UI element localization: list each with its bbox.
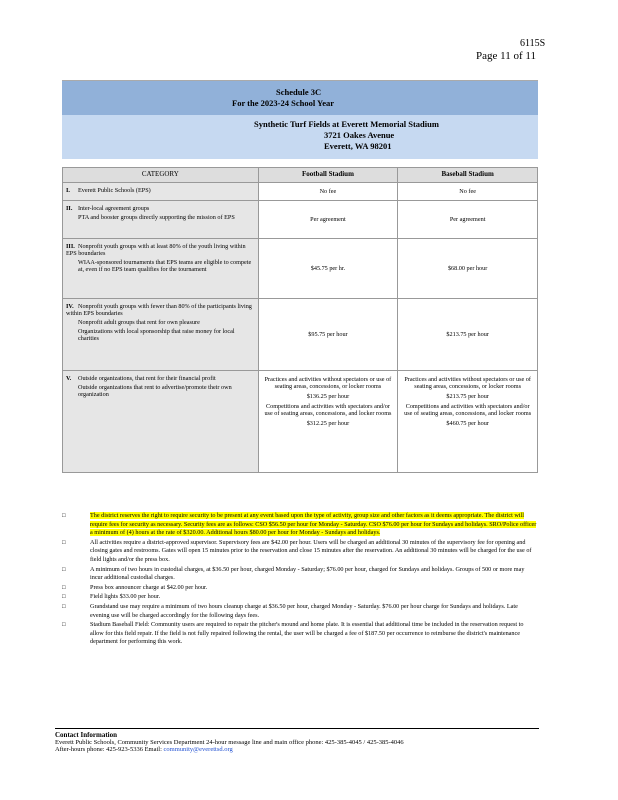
table-row	[63, 183, 538, 201]
baseball-fee-cell	[398, 201, 538, 239]
football-fee-text: Per agreement	[310, 216, 346, 223]
baseball-fee-cell	[398, 183, 538, 201]
baseball-fee-text: Practices and activities without spectators or use of seating areas, concessions, or locker rooms	[404, 376, 531, 390]
note-item	[62, 584, 538, 593]
note-text: Grandstand use may require a minimum of two hours cleanup charge at $36.50 per hour, charged Monday - Saturday. $76.00 per hour charge for Sundays and holidays. Late evening use will be charged accordingly for the following days fees.	[90, 602, 518, 619]
category-text	[66, 319, 255, 326]
note-text: Field lights $33.00 per hour.	[90, 593, 161, 601]
baseball-fee-cell	[398, 239, 538, 299]
col-header-football: Football Stadium	[258, 168, 398, 183]
table-row	[63, 299, 538, 371]
category-text	[66, 205, 255, 212]
row-number: III.	[66, 243, 75, 250]
football-fee-text: $95.75 per hour	[308, 331, 348, 338]
category-text	[66, 303, 255, 317]
page-number: Page 11 of 11	[476, 50, 536, 62]
note-item	[62, 621, 538, 647]
baseball-fee-cell	[398, 299, 538, 371]
note-item	[62, 566, 538, 583]
category-cell	[63, 183, 259, 201]
football-fee-text: Competitions and activities with spectators and/or use of seating areas, concessions, and locker rooms	[264, 403, 392, 417]
row-number: II.	[66, 205, 73, 212]
category-text	[66, 328, 255, 342]
category-text	[66, 187, 255, 194]
facility-title: Synthetic Turf Fields at Everett Memorial Stadium	[254, 119, 439, 129]
baseball-fee-text: $213.75 per hour	[446, 393, 489, 400]
football-fee-cell	[258, 183, 398, 201]
football-fee-cell	[258, 239, 398, 299]
baseball-fee-text: Per agreement	[449, 216, 486, 223]
football-fee-text: $312.25 per hour	[306, 420, 350, 427]
contact-line-1: Everett Public Schools, Community Services Department 24-hour message line and main office phone: 425-385-4045 / 425-385-4046	[55, 739, 404, 746]
category-label: Everett Public Schools (EPS)	[78, 187, 151, 194]
football-fee-cell	[258, 201, 398, 239]
category-text	[66, 243, 255, 257]
facility-address-city: Everett, WA 98201	[324, 141, 392, 151]
football-fee-text: Practices and activities without spectators or use of seating areas, concessions, or locker rooms	[264, 376, 392, 390]
category-label: Inter-local agreement groups	[78, 205, 150, 212]
note-item	[62, 603, 538, 620]
checkbox-bullet-icon: □	[62, 622, 66, 629]
note-item	[62, 539, 538, 565]
baseball-fee-text: $68.00 per hour	[447, 265, 488, 272]
table-row	[63, 201, 538, 239]
notes-list	[62, 512, 538, 648]
baseball-fee-cell	[398, 371, 538, 473]
note-text: Press box announcer charge at $42.00 per hour.	[90, 583, 208, 591]
category-label: Outside organizations, that rent for their financial profit	[78, 375, 216, 382]
checkbox-bullet-icon: □	[62, 566, 66, 573]
category-text	[66, 375, 255, 382]
row-number: V.	[66, 375, 72, 382]
category-label: Nonprofit adult groups that rent for own pleasure	[78, 319, 200, 326]
note-text: A minimum of two hours in custodial charges, at $36.50 per hour, charged Monday - Saturday; $76.00 per hour, charged for Sundays and holidays. Groups of 500 or more may incur additional custodial charges.	[90, 565, 525, 582]
football-fee-text: No fee	[319, 188, 337, 195]
contact-section	[55, 728, 539, 753]
note-text: All activities require a district-approved supervisor. Supervisory fees are $42.00 per hour. Users will be charged an additional 30 minutes of the supervisory fee for opening and closing gates and restrooms. Gates will open 15 minutes prior to the reservation and close 15 minutes after the reservation. An additional 30 minutes will be charged for the use of field lights and/or the press box.	[90, 538, 532, 563]
baseball-fee-text: $460.75 per hour	[446, 420, 489, 427]
checkbox-bullet-icon: □	[62, 594, 66, 601]
category-label: Nonprofit youth groups with at least 80% of the youth living within EPS boundaries	[66, 243, 246, 257]
note-item	[62, 593, 538, 602]
checkbox-bullet-icon: □	[62, 603, 66, 610]
row-number: IV.	[66, 303, 74, 310]
football-fee-text: $136.25 per hour	[306, 393, 350, 400]
football-fee-cell	[258, 371, 398, 473]
col-header-category: CATEGORY	[63, 168, 259, 183]
note-text: The district reserves the right to require security to be present at any event based upon the type of activity, group size and other factors as it deems appropriate. The district will require fees for security as necessary. Security fees are as follows: CSO $56.50 per hour for Monday - Saturday. CSO $76.00 per hour for Sundays and holidays. SRO/Police officer a minimum of (4) hours at the rate of $320.00. Additional hours $80.00 per hour for Monday - Sundays and holidays.	[90, 512, 537, 537]
facility-address-street: 3721 Oakes Avenue	[324, 130, 395, 140]
school-year-title: For the 2023-24 School Year	[232, 98, 334, 108]
baseball-fee-text: $213.75 per hour	[446, 331, 489, 338]
table-row	[63, 371, 538, 473]
note-item	[62, 512, 538, 538]
category-text	[66, 259, 255, 273]
checkbox-bullet-icon: □	[62, 539, 66, 546]
category-label: Nonprofit youth groups with fewer than 80% of the participants living within EPS boundaries	[66, 303, 252, 317]
schedule-title: Schedule 3C	[276, 87, 322, 97]
category-label: WIAA-sponsored tournaments that EPS teams are eligible to compete at, even if no EPS team qualifies for the tournament	[78, 259, 252, 273]
football-fee-cell	[258, 299, 398, 371]
category-cell	[63, 239, 259, 299]
row-number: I.	[66, 187, 70, 194]
contact-title: Contact Information	[55, 731, 118, 739]
contact-phone: After-hours phone: 425-923-5336 Email:	[55, 746, 162, 753]
baseball-fee-text: No fee	[459, 188, 476, 195]
baseball-fee-text: Competitions and activities with spectators and/or use of seating areas, concessions, and locker rooms	[404, 403, 532, 417]
category-text	[66, 214, 255, 221]
category-cell	[63, 371, 259, 473]
contact-line-2	[55, 746, 539, 753]
fee-table	[62, 167, 538, 473]
checkbox-bullet-icon: □	[62, 584, 66, 591]
category-cell	[63, 299, 259, 371]
table-row	[63, 239, 538, 299]
contact-email-link[interactable]: community@everettsd.org	[163, 746, 233, 753]
football-fee-text: $45.75 per hr.	[310, 265, 346, 272]
category-text	[66, 384, 255, 398]
category-label: PTA and booster groups directly supporting the mission of EPS	[78, 214, 235, 221]
checkbox-bullet-icon: □	[62, 513, 66, 519]
category-label: Organizations with local sponsorship that raise money for local charities	[78, 328, 235, 342]
category-cell	[63, 201, 259, 239]
category-label: Outside organizations that rent to advertise/promote their own organization	[78, 384, 232, 398]
note-text: Stadium Baseball Field: Community users are required to repair the pitcher's mound and home plate. It is essential that additional time be included in the reservation request to allow for this field repair. If the field is not fully repaired following the rental, the user will be charged a fee of $187.50 per occurrence to reimburse the district's maintenance department for performing this work.	[90, 621, 524, 646]
policy-number: 6115S	[520, 38, 546, 49]
col-header-baseball: Baseball Stadium	[398, 168, 538, 183]
title-block	[62, 80, 538, 159]
